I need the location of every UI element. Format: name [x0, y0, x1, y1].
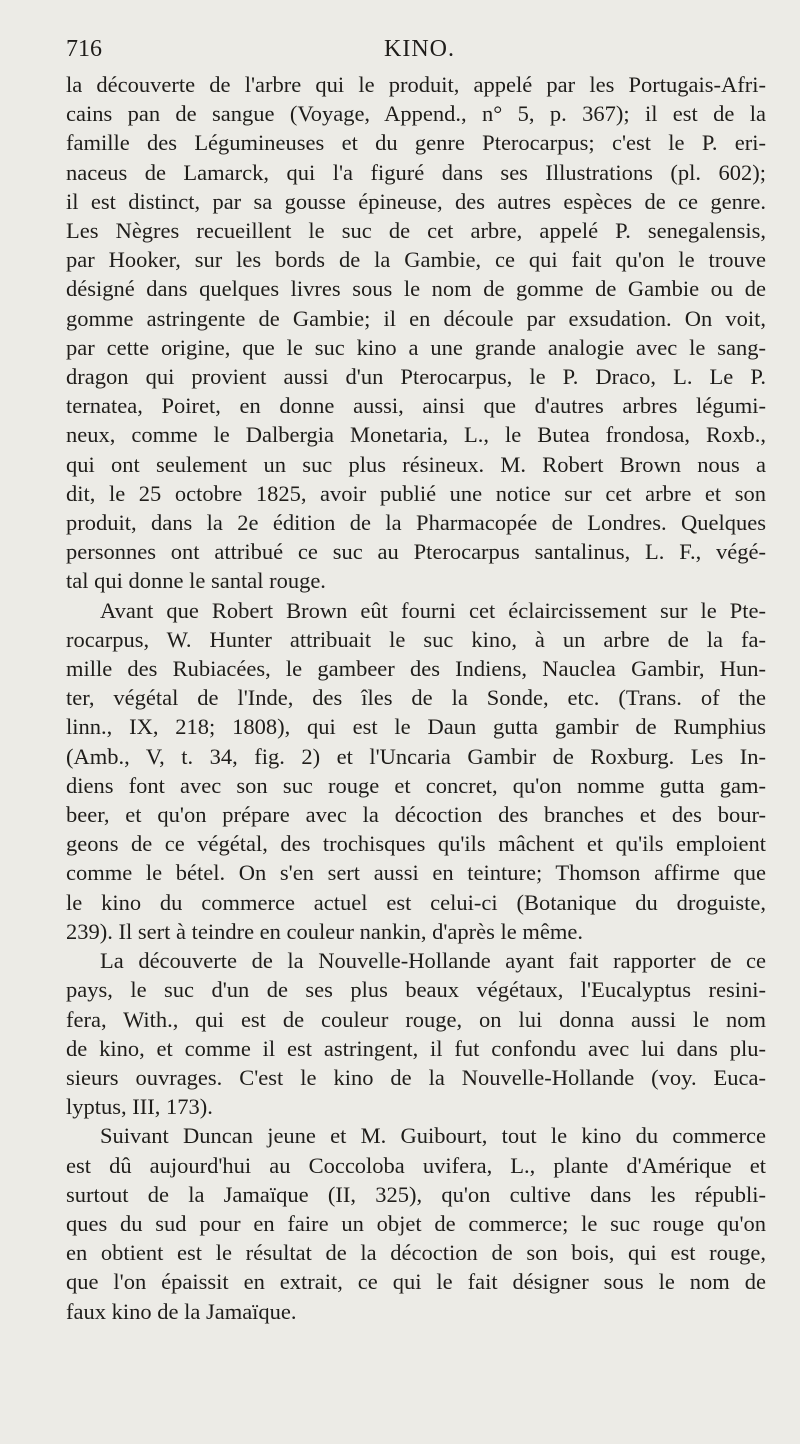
page-header: [66, 36, 766, 70]
paragraph-2: [66, 596, 766, 946]
text-line: dit, le 25 octobre 1825, avoir publié une notice sur cet arbre et son: [66, 480, 766, 506]
running-head: KINO.: [384, 36, 455, 62]
text-line: (Amb., V, t. 34, fig. 2) et l'Uncaria Gambir de Roxburg. Les In-: [66, 743, 766, 769]
text-line: pays, le suc d'un de ses plus beaux végétaux, l'Eucalyptus resini-: [66, 977, 766, 1003]
text-line: geons de ce végétal, des trochisques qu'ils mâchent et qu'ils emploient: [66, 831, 766, 857]
text-line: Avant que Robert Brown eût fourni cet éclaircissement sur le Pte-: [100, 597, 766, 623]
paragraph-4: [66, 1121, 766, 1325]
text-line: comme le bétel. On s'en sert aussi en teinture; Thomson affirme que: [66, 860, 766, 886]
text-line: surtout de la Jamaïque (II, 325), qu'on cultive dans les républi-: [66, 1181, 766, 1207]
text-line: désigné dans quelques livres sous le nom de gomme de Gambie ou de: [66, 276, 766, 302]
text-line: ternatea, Poiret, en donne aussi, ainsi que d'autres arbres légumi-: [66, 393, 766, 419]
text-line: Les Nègres recueillent le suc de cet arbre, appelé P. senegalensis,: [66, 218, 766, 244]
body-text: [66, 70, 766, 1326]
text-line: naceus de Lamarck, qui l'a figuré dans ses Illustrations (pl. 602);: [66, 159, 766, 185]
text-line: sieurs ouvrages. C'est le kino de la Nouvelle-Hollande (voy. Euca-: [66, 1064, 766, 1090]
text-line: que l'on épaissit en extrait, ce qui le fait désigner sous le nom de: [66, 1269, 766, 1295]
text-line: le kino du commerce actuel est celui-ci (Botanique du droguiste,: [66, 889, 766, 915]
text-line: par Hooker, sur les bords de la Gambie, ce qui fait qu'on le trouve: [66, 247, 766, 273]
text-line: par cette origine, que le suc kino a une grande analogie avec le sang-: [66, 334, 766, 360]
text-line: dragon qui provient aussi d'un Pterocarpus, le P. Draco, L. Le P.: [66, 364, 766, 390]
text-line: famille des Légumineuses et du genre Pterocarpus; c'est le P. eri-: [66, 130, 766, 156]
text-line: de kino, et comme il est astringent, il fut confondu avec lui dans plu-: [66, 1035, 766, 1061]
paragraph-1: [66, 70, 766, 596]
text-line: produit, dans la 2e édition de la Pharmacopée de Londres. Quelques: [66, 510, 766, 536]
text-line: qui ont seulement un suc plus résineux. M. Robert Brown nous a: [66, 451, 766, 477]
text-line: linn., IX, 218; 1808), qui est le Daun gutta gambir de Rumphius: [66, 714, 766, 740]
text-line: La découverte de la Nouvelle-Hollande ayant fait rapporter de ce: [100, 948, 766, 974]
text-line: lyptus, III, 173).: [66, 1094, 213, 1120]
text-line: ques du sud pour en faire un objet de commerce; le suc rouge qu'on: [66, 1210, 766, 1236]
text-line: est dû aujourd'hui au Coccoloba uvifera, L., plante d'Amérique et: [66, 1152, 766, 1178]
text-line: Suivant Duncan jeune et M. Guibourt, tout le kino du commerce: [100, 1123, 766, 1149]
text-line: gomme astringente de Gambie; il en découle par exsudation. On voit,: [66, 305, 766, 331]
text-line: 239). Il sert à teindre en couleur nankin, d'après le même.: [66, 918, 583, 944]
text-line: diens font avec son suc rouge et concret, qu'on nomme gutta gam-: [66, 772, 766, 798]
text-line: faux kino de la Jamaïque.: [66, 1298, 297, 1324]
text-line: il est distinct, par sa gousse épineuse, des autres espèces de ce genre.: [66, 188, 766, 214]
paragraph-3: [66, 946, 766, 1121]
text-line: tal qui donne le santal rouge.: [66, 568, 326, 594]
text-line: en obtient est le résultat de la décoction de son bois, qui est rouge,: [66, 1240, 766, 1266]
text-line: beer, et qu'on prépare avec la décoction des branches et des bour-: [66, 802, 766, 828]
text-line: personnes ont attribué ce suc au Pterocarpus santalinus, L. F., végé-: [66, 539, 766, 565]
page-number: 716: [66, 36, 102, 62]
text-line: rocarpus, W. Hunter attribuait le suc kino, à un arbre de la fa-: [66, 626, 766, 652]
text-line: fera, With., qui est de couleur rouge, on lui donna aussi le nom: [66, 1006, 766, 1032]
text-line: cains pan de sangue (Voyage, Append., n° 5, p. 367); il est de la: [66, 101, 766, 127]
text-line: ter, végétal de l'Inde, des îles de la Sonde, etc. (Trans. of the: [66, 685, 766, 711]
text-line: la découverte de l'arbre qui le produit, appelé par les Portugais-Afri-: [66, 72, 766, 97]
text-line: mille des Rubiacées, le gambeer des Indiens, Nauclea Gambir, Hun-: [66, 656, 766, 682]
text-line: neux, comme le Dalbergia Monetaria, L., le Butea frondosa, Roxb.,: [66, 422, 766, 448]
